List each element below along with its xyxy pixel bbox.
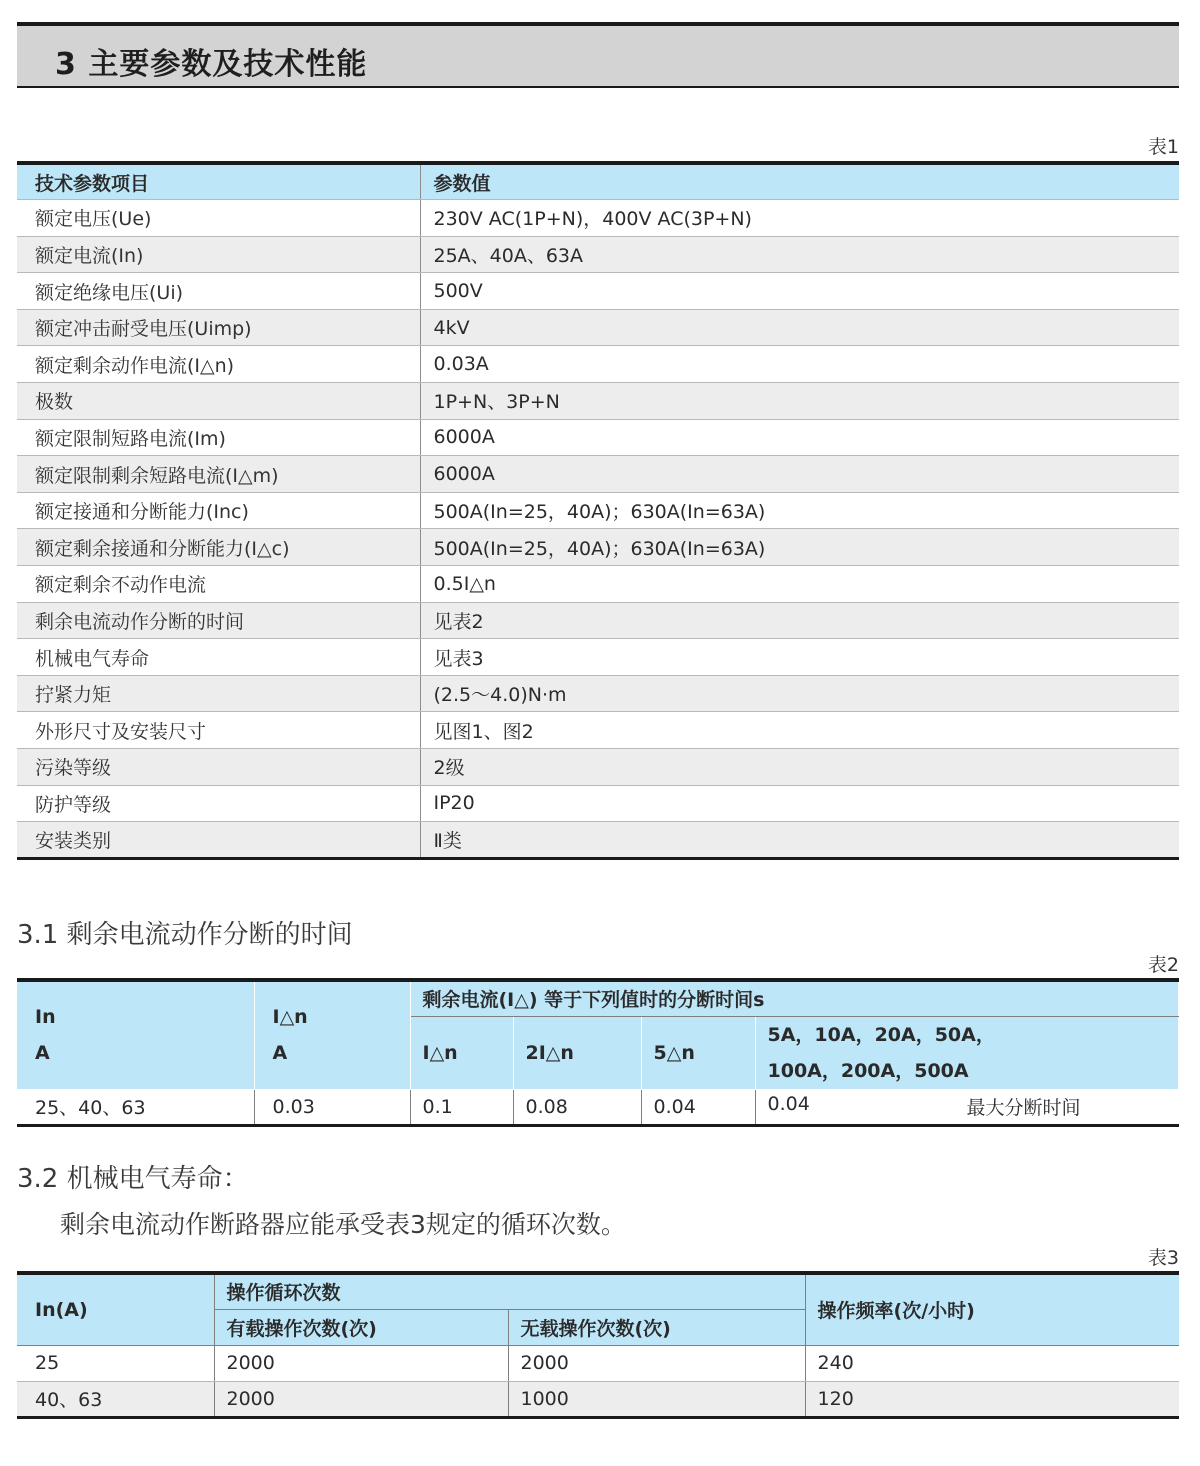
cell-fixed-value: 0.04	[767, 1093, 810, 1115]
param-name: 额定绝缘电压(Ui)	[17, 273, 420, 310]
cell-in: 25	[17, 1345, 214, 1381]
param-value: 1P+N、3P+N	[420, 383, 1179, 420]
header-idn-2x: 2I△n	[513, 1016, 641, 1089]
param-name: 额定电流(In)	[17, 236, 420, 273]
header-in	[17, 980, 254, 1089]
cell-frequency: 120	[805, 1381, 1179, 1417]
cell-in: 40、63	[17, 1381, 214, 1417]
header-idn-l2: A	[272, 1042, 288, 1065]
subsection-intro: 剩余电流动作断路器应能承受表3规定的循环次数。	[60, 1210, 626, 1239]
param-name: 额定限制短路电流(Im)	[17, 419, 420, 456]
param-name: 极数	[17, 383, 420, 420]
param-value: 230V AC(1P+N)，400V AC(3P+N)	[420, 200, 1179, 237]
param-value: 见表2	[420, 602, 1179, 639]
parameters-table	[17, 161, 1179, 860]
param-value: 500A(In=25，40A)；630A(In=63A)	[420, 492, 1179, 529]
table-row	[17, 749, 1179, 786]
table-row	[17, 346, 1179, 383]
cell-fixed	[755, 1089, 1179, 1125]
param-value: 500V	[420, 273, 1179, 310]
subsection-title-3-2: 3.2 机械电气寿命：	[17, 1164, 249, 1194]
header-idn-5x: 5△n	[641, 1016, 755, 1089]
table-row	[17, 566, 1179, 603]
param-value: 6000A	[420, 456, 1179, 493]
param-value: 0.5I△n	[420, 566, 1179, 603]
cell-on-load: 2000	[214, 1381, 508, 1417]
param-value: (2.5～4.0)N·m	[420, 675, 1179, 712]
header-frequency: 操作频率(次/小时)	[805, 1273, 1179, 1345]
param-value: 6000A	[420, 419, 1179, 456]
header-cycles-group: 操作循环次数	[214, 1273, 805, 1309]
table1-label: 表1	[1147, 136, 1179, 158]
cell-no-load: 2000	[508, 1345, 805, 1381]
param-name: 机械电气寿命	[17, 639, 420, 676]
header-in-l1: In	[35, 1006, 56, 1029]
table-row	[17, 1089, 1179, 1125]
cell-frequency: 240	[805, 1345, 1179, 1381]
header-item: 技术参数项目	[17, 163, 420, 200]
header-on-load: 有载操作次数(次)	[214, 1309, 508, 1345]
table-row	[17, 236, 1179, 273]
cell-5x: 0.04	[641, 1089, 755, 1125]
header-fixed-currents	[755, 1016, 1179, 1089]
param-name: 拧紧力矩	[17, 675, 420, 712]
max-trip-time-note: 最大分断时间	[966, 1097, 1081, 1119]
subsection-title-3-1: 3.1 剩余电流动作分断的时间	[17, 920, 353, 950]
param-name: 额定剩余不动作电流	[17, 566, 420, 603]
cell-idn: 0.03	[254, 1089, 410, 1125]
table-row	[17, 456, 1179, 493]
table-row	[17, 712, 1179, 749]
table2-label: 表2	[1147, 954, 1179, 976]
table-header-row	[17, 163, 1179, 200]
table-row	[17, 602, 1179, 639]
header-idn-1x: I△n	[410, 1016, 513, 1089]
param-value: 0.03A	[420, 346, 1179, 383]
header-no-load: 无载操作次数(次)	[508, 1309, 805, 1345]
header-in-a: In(A)	[17, 1273, 214, 1345]
table-row	[17, 492, 1179, 529]
param-value: 4kV	[420, 309, 1179, 346]
header-idn-l1: I△n	[272, 1006, 308, 1029]
table-row	[17, 822, 1179, 859]
table-row	[17, 529, 1179, 566]
header-in-l2: A	[35, 1042, 50, 1065]
param-value: 见表3	[420, 639, 1179, 676]
table-row	[17, 1345, 1179, 1381]
trip-time-table	[17, 978, 1179, 1127]
life-cycles-table	[17, 1271, 1179, 1419]
param-value: 见图1、图2	[420, 712, 1179, 749]
param-name: 安装类别	[17, 822, 420, 859]
cell-no-load: 1000	[508, 1381, 805, 1417]
header-group-trip-time: 剩余电流(I△) 等于下列值时的分断时间s	[410, 980, 1179, 1016]
section-title: 3 主要参数及技术性能	[55, 47, 368, 82]
param-name: 额定电压(Ue)	[17, 200, 420, 237]
table-row	[17, 273, 1179, 310]
cell-2x: 0.08	[513, 1089, 641, 1125]
param-name: 额定限制剩余短路电流(I△m)	[17, 456, 420, 493]
param-name: 污染等级	[17, 749, 420, 786]
table-row	[17, 309, 1179, 346]
param-value: 25A、40A、63A	[420, 236, 1179, 273]
table3-label: 表3	[1147, 1247, 1179, 1269]
table-row	[17, 675, 1179, 712]
cell-on-load: 2000	[214, 1345, 508, 1381]
param-value: 2级	[420, 749, 1179, 786]
param-value: Ⅱ类	[420, 822, 1179, 859]
param-name: 防护等级	[17, 785, 420, 822]
header-fixed-l1: 5A，10A，20A，50A，	[767, 1023, 995, 1046]
param-value: IP20	[420, 785, 1179, 822]
cell-in: 25、40、63	[17, 1089, 254, 1125]
header-fixed-l2: 100A，200A，500A	[767, 1059, 969, 1082]
param-name: 额定冲击耐受电压(Uimp)	[17, 309, 420, 346]
param-name: 额定剩余动作电流(I△n)	[17, 346, 420, 383]
cell-1x: 0.1	[410, 1089, 513, 1125]
header-value: 参数值	[420, 163, 1179, 200]
table-row	[17, 639, 1179, 676]
table-row	[17, 1381, 1179, 1417]
param-name: 额定剩余接通和分断能力(I△c)	[17, 529, 420, 566]
section-header	[17, 22, 1179, 88]
param-value: 500A(In=25，40A)；630A(In=63A)	[420, 529, 1179, 566]
table-row	[17, 383, 1179, 420]
param-name: 外形尺寸及安装尺寸	[17, 712, 420, 749]
param-name: 剩余电流动作分断的时间	[17, 602, 420, 639]
table-row	[17, 200, 1179, 237]
table-row	[17, 419, 1179, 456]
param-name: 额定接通和分断能力(Inc)	[17, 492, 420, 529]
table-row	[17, 785, 1179, 822]
header-idn	[254, 980, 410, 1089]
